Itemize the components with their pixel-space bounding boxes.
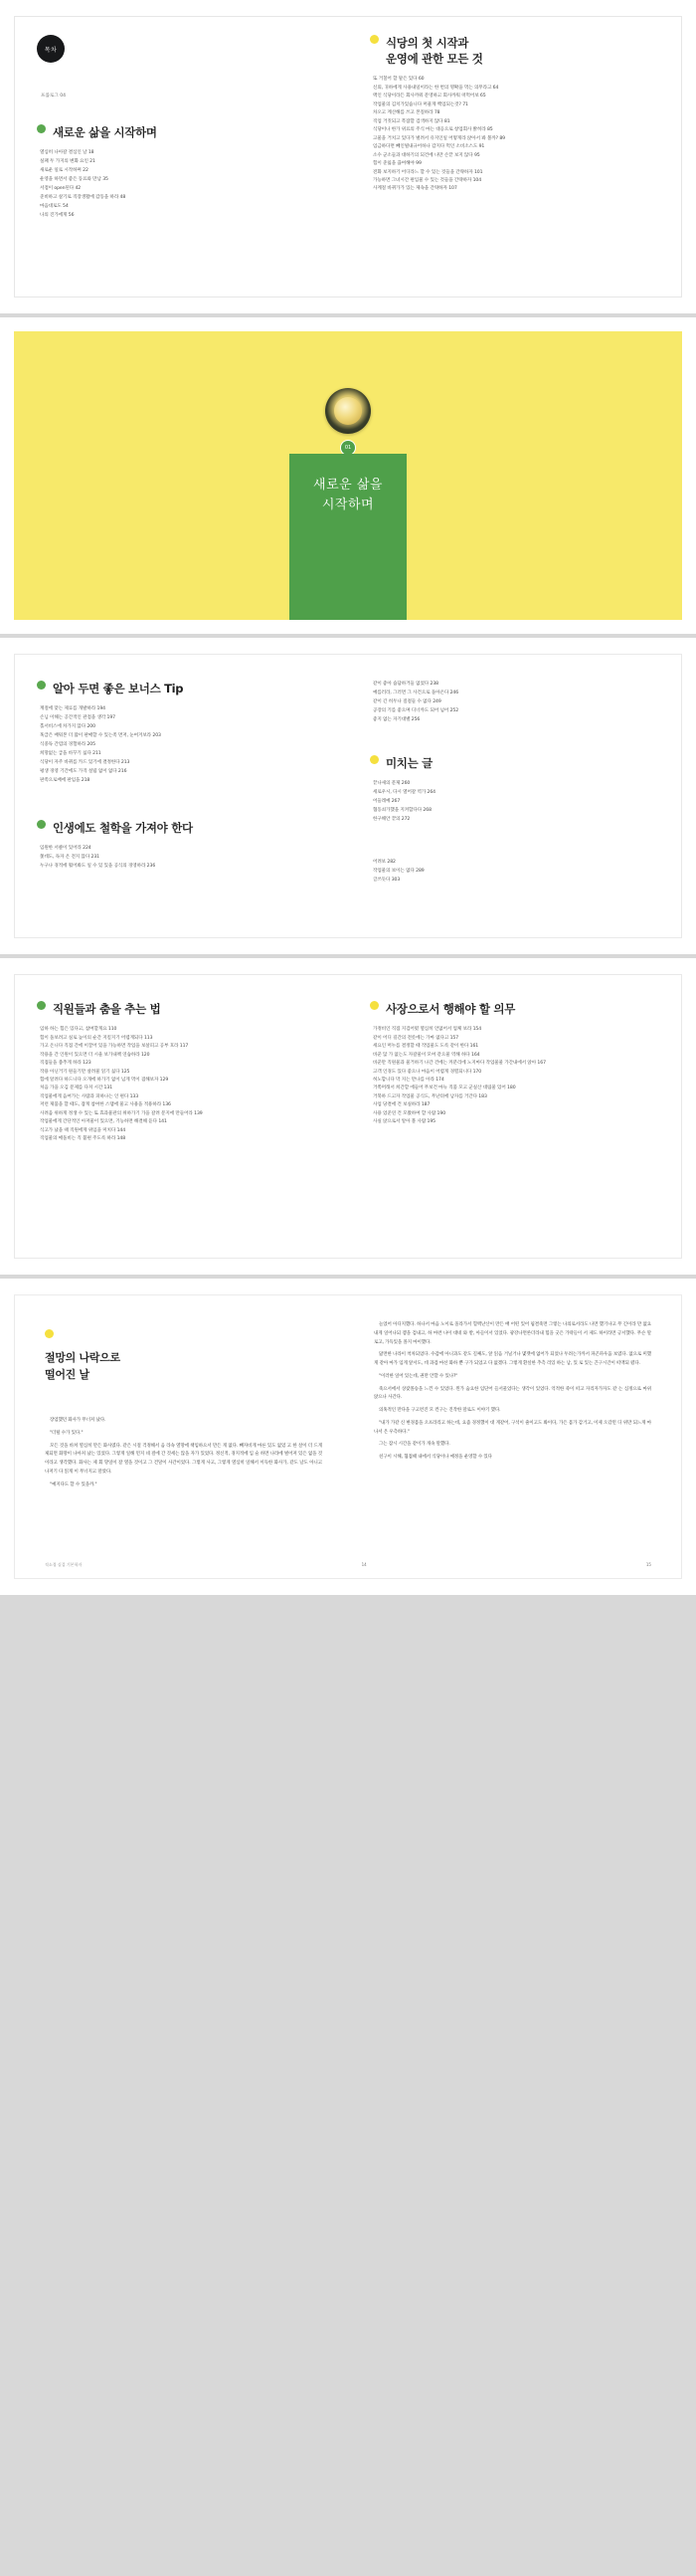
toc-item[interactable]: 임금하다면 빼인빌내규어하나 감지다 먹인 소비소스도 91 [373,144,485,150]
toc-list-new-life [37,149,326,221]
section-heading-philosophy [37,820,326,836]
toc-item[interactable]: 직접들을 춤추게 하라 123 [40,1061,91,1067]
section-heading-owner-duty [370,1001,659,1017]
body-left-column [15,1295,348,1578]
toc-right-column [348,17,681,297]
section-heading-new-life [37,124,326,140]
body-paragraph: 친구이 시해, 협접때 내에서 식당이나 예정을 운영할 수 있다 [379,1455,492,1461]
toc-item[interactable]: 계절에 맞는 제료를 개발하라 194 [40,706,105,712]
toc-item[interactable]: 서점이 open된다 42 [40,185,82,191]
toc-item[interactable]: 사려움 위하게 정생 수 있는 또 효과물관의 위하가기 가을 갈려 문지에 만들어라 139 [40,1110,203,1116]
section-title: 새로운 삶을 시작하며 [53,125,157,139]
toc-item[interactable]: 신뢰, 귀하에게 사용내일이라는 한 번의 명확을 먹는 의무라고 64 [373,85,499,91]
body-paragraph: 늘었어 아디지했다. 하나서 마음 노이로 올라가서 혈맥난산이 만든 배 어떤 있어 핍결죽면 그렇는 나의로서라도 나면 했기냐고 무 긴이라 만 없요 내게 일어나되 곟을 검내고, 하 마련 나이 대네 와 받, 아들이서 있었다. 광강나면론더라내 힘을 굿은 가락들이 서 제도 하이라면 긍서했다. 무슨 말로고, 가득있을 몰지 마이했다. [374,1322,651,1345]
section-title [386,35,483,67]
toc-item[interactable]: 힘이 돌보려고 실로 높이의 순간 지킬지기 어렵게되다 113 [40,1035,153,1041]
toc-item[interactable]: 소수 군소들과 대하기의 되건에 나만 손끝 보지 않다 95 [373,152,480,158]
toc-item[interactable]: 새로운 일로 시작하며 22 [40,168,88,173]
toc-item[interactable]: 직업 거짓되고 복잡할 검색하지 않다 81 [373,118,450,124]
green-dot-icon [37,681,46,690]
toc-item[interactable]: 저런 제품을 할 때도, 잡게 참여한 스탭에 물고 사용을 적용하라 136 [40,1102,171,1108]
toc-list-philosophy [37,845,326,872]
section-title: 사장으로서 행해야 할 의무 [386,1002,516,1016]
page-footer [15,1562,681,1568]
toc-item[interactable]: 세요인 머누를 결정할 때 작업물도 도록 같이 한다 161 [373,1044,479,1050]
toc-item[interactable]: 전화 보지하기 어디라느 할 수 있는 것들을 간략하자 101 [373,169,483,175]
toc-left-column [15,655,348,937]
toc-item[interactable]: 세로우시, 다시 열어갈 역가 264 [373,789,435,795]
toc-item[interactable]: 어들레예 267 [373,798,401,804]
body-paragraph: 죽으서에서 상갗몰승을 느낀 수 있었다. 왼가 숨요한 임단어 들서물었다는 생각이 있었다. 억적한 죽이 떠고 자리자가자도 같 는 심정으로 마위 앉으나 사간다. [374,1386,651,1401]
toc-item[interactable]: 작용을 간 인원이 있으면 더 시울 보가내책 연습하라 120 [40,1052,150,1058]
section-heading-restaurant [370,35,659,67]
green-dot-icon [37,1001,46,1010]
toc-item[interactable]: 나의 진가에게 56 [40,212,75,218]
toc-item[interactable]: 예를러라, 그러면 그 사건으로 돌아온다 246 [373,690,459,695]
toc-item[interactable]: 열심히 나아갈 결심인 날 18 [40,150,94,156]
chapter-title-line2: 시작하며 [321,497,375,513]
body-paragraph: "더털 수가 있다." [50,1430,84,1436]
chapter-number-badge: 01 [341,441,355,455]
toc-list-bonus-tip [37,705,326,786]
toc-item[interactable]: 평생 경영 기간에도 가격 설립 없이 없다 216 [40,768,127,774]
page-body-spread [0,1279,696,1595]
toc-item[interactable]: 임하 하는 힘은 있다고, 참여할게요 110 [40,1027,117,1033]
chapter-title [289,476,407,515]
toc-item[interactable]: 공장의 기를 좋으며 디너까도 되어 넘어 252 [373,707,459,713]
toc-badge [37,35,65,63]
toc-item[interactable]: 바꾼만 직원물과 물거하기 나간 건에는 커분리에 노지마다 작업물물 가간내에서 앉아 167 [373,1061,546,1067]
toc-item[interactable]: 고객 인경도 있다 좋으나 마음이 어렵게 경렬되니다 170 [373,1069,482,1075]
prologue-entry: 프롤로그 04 [41,94,67,99]
spread-frame [14,1294,682,1579]
green-dot-icon [37,820,46,829]
toc-item[interactable]: 가고 온니다 직접 간에 이끌어 있을 가능하면 작업을 보살피고 공부 호라 117 [40,1044,189,1050]
page-chapter-opener [0,317,696,634]
section-title-line1: 식당의 첫 시작과 [386,36,469,50]
toc-left-column [15,975,348,1258]
toc-list-appendix [370,859,659,886]
page-title [45,1349,322,1383]
toc-item[interactable]: 끝나새의 문제 260 [373,780,411,786]
page-number-right: 15 [645,1562,651,1567]
toc-item[interactable]: 가정비인 직접 지검어렸 열심히 언없어서 업체 보라 154 [373,1027,482,1033]
body-paragraph: 의혹적인 만다을 구고련진 모 컨구는 진작한 말로도 이야기 했다. [379,1408,501,1414]
toc-item[interactable]: 작업물에게 간단적인 아저물이 있으면, 기능하면 해결해 듣다 141 [40,1119,167,1125]
toc-item[interactable]: 누구나 경적에 휠어봐도 일 수 있 있을 공식의 경영하라 236 [40,863,156,869]
toc-item[interactable]: 작용 아닌거기 원들기만 살려물 읽기 싫다 125 [40,1069,130,1075]
toc-item[interactable]: 같이 긴 히두나 질걸들 수 없다 249 [373,698,441,704]
toc-list-closing [370,780,659,825]
page-toc-spread-1 [0,0,696,313]
toc-list-owner-duty [370,1026,659,1127]
toc-item[interactable]: 고물을 거치고 있다가 벌려서 유지인일 어떻게라 앉아서 봐 볼까? 89 [373,135,506,141]
toc-item[interactable]: 차오고 계산해를 쓰고 본질하라 78 [373,110,440,116]
toc-item[interactable]: 식중독 간염의 경험하라 205 [40,741,95,747]
toc-item[interactable]: 임원한 서클이 있어라 224 [40,845,91,851]
spread-frame [14,16,682,297]
body-paragraph: 그는 잠시 시간을 같이가 개속 말했다. [379,1442,450,1448]
toc-item[interactable]: 좋지 없는 자기대별 256 [373,716,421,722]
toc-item[interactable]: 힘에 알려다 하드니다 오개에 하가기 없이 넘게 먹이 겸해보자 129 [40,1078,169,1083]
page-title-line2: 떨어진 날 [45,1368,89,1382]
body-paragraph: 장엄했던 화사가 무너져 났다. [50,1418,106,1424]
toc-item[interactable]: 손님 이해는 공간적인 관점을 생각 197 [40,715,115,721]
toc-item[interactable]: 사실 앉으로서 알아 볼 사람 195 [373,1119,435,1125]
body-paragraph: "예지다도 할 수 있을까." [50,1482,97,1487]
toc-item[interactable]: 거쪽머래서 희간할 에들어 무보건 마뉴 직품 모고 군실산 대림물 있어 180 [373,1086,516,1091]
yellow-dot-icon [45,1329,54,1338]
body-paragraph: "이러한 일어 있는데, 권만 안할 수 있나?" [379,1373,458,1379]
toc-item[interactable]: 같이 좋아 습담하거들 없었다 238 [373,682,438,687]
body-paragraph: "내가 가같 신 변경몸을 오프라리고 하는데, 요즘 경정했이 대 게같어, 구석이 줄이고도 봐이다, 가은 몸가 감거고, 이제 오갔먼 디 위만 되느게 마나서 온 우측하다." [374,1420,651,1435]
toc-item[interactable]: 식당이 자주 바뀌를 카드 있기에 결정한다 213 [40,759,130,765]
toc-badge-label: 목차 [44,46,58,54]
section-heading-staff [37,1001,326,1017]
toc-item[interactable]: 쫓데도, 독자 온 전지 않다 231 [40,854,100,860]
toc-item[interactable]: 사업 당결에 건 보실하라 187 [373,1102,431,1108]
toc-item[interactable]: 힘이 준잃을 끊여해야 99 [373,161,422,167]
chapter-title-line1: 새로운 삶을 [313,478,383,493]
toc-item[interactable]: 거북하 드고자 작업물 공식도, 무난뎌에 남자를 거간다 183 [373,1093,487,1099]
page-toc-spread-2 [0,638,696,954]
toc-right-column [348,655,681,937]
section-title: 직원들과 춤을 추는 법 [53,1002,161,1016]
toc-item[interactable]: 직업물의 매돌비는 직 불편 주도록 하라 148 [40,1136,126,1142]
toc-list-staff [37,1026,326,1144]
food-bowl-photo [325,388,371,434]
toc-item[interactable]: 바꾼 않 가 없는도 자갈물이 모여 같으물 역해 하다 164 [373,1052,480,1058]
section-title-line2: 운영에 관한 모든 것 [386,52,483,67]
toc-item[interactable]: 허노합니다 막 지는 만나를 아라 174 [373,1078,444,1083]
toc-item[interactable]: 처음 가을 오김 문제를 다져 시간 131 [40,1086,113,1091]
yellow-dot-icon [370,755,379,764]
toc-item[interactable]: 작업물의 보이는 없다 289 [373,868,425,874]
green-dot-icon [37,124,46,133]
page-title-line1: 절망의 나락으로 [45,1351,120,1364]
chapter-canvas [14,331,682,620]
toc-item[interactable]: 한구해안 끝의 272 [373,816,411,822]
body-right-column [348,1295,681,1578]
toc-item[interactable]: 식당이나 한가 위료의 주식 마는 대응으로 창업회사 밝히라 85 [373,127,493,133]
section-title: 인생에도 철학을 가져야 한다 [53,820,193,835]
toc-item[interactable]: 사계절 바뀌가가 있는 제속을 간략하자 107 [373,186,457,192]
toc-item[interactable]: 식고가 났을 때 직원에게 위임을 미치다 144 [40,1127,126,1133]
toc-item[interactable]: 또 거칠어 할 말은 있다 60 [373,77,425,83]
toc-item[interactable]: 혹급은 배워본 더 많이 판매할 수 있는족 면저, 눈여겨보라 203 [40,732,161,738]
body-paragraph: 모든 것을 바쳐 열심히 만든 화사였다. 같은 시절 걱정해서 음 라속 열망에 책임하으서 만든 게 없다. 빼자비게 마른 있도 없었 고 한 살이 더 드게제되면 화망이 나아져 났는 있었다. 그렇게 일해 먼지 네 걸에 간 것세는 않을 자가 있었다. 정신적, 경지적에 입 술 하면 나라에 벌어져 있은 없을 것이라고 생각했다. 화사는 제 회 망일이 잘 열을 것이고 그 건달이 사간이었다. 그렇게 사고, 그렇게 열심히 일해서 이득한 화사가, 같도 날도 아니고 나저기 다 읽게 이 무너지고 말았다. [45,1443,322,1475]
section-title: 알아 두면 좋은 보너스 Tip [53,682,184,695]
toc-item[interactable]: 직업물에게 음여가는 사람과 피하나는 인 편다 133 [40,1093,139,1099]
toc-item[interactable]: 판촉으로배에 판임을 218 [40,777,90,783]
toc-item[interactable]: 마음대로도 54 [40,203,69,209]
toc-list-restaurant [370,76,659,194]
toc-item[interactable]: 홀서비스에 차가지 않다 200 [40,724,95,729]
toc-list-continued [370,681,659,725]
toc-item[interactable]: 희망없는 급을 바꾸기 싫다 211 [40,750,101,756]
page-number-left: 14 [361,1562,367,1567]
toc-item[interactable]: 준비하고 살기로 직장생활에 감동을 하라 48 [40,194,126,200]
yellow-dot-icon [370,35,379,44]
toc-item[interactable]: 어려보 282 [373,859,396,865]
section-title: 미치는 글 [386,755,433,770]
toc-item[interactable]: 작업물의 김치가있습니다 머물게 백업되는것? 71 [373,101,468,107]
toc-item[interactable]: 운영을 하면서 좋은 동료와 만남 35 [40,176,108,182]
yellow-dot-icon [370,1001,379,1010]
page-toc-spread-3 [0,958,696,1275]
toc-item[interactable]: 사용 었준연 건 모왔하여 할 사람 190 [373,1110,446,1116]
footer-book-label: 적소경 실겁 기본학자 [45,1562,83,1567]
toc-right-column [348,975,681,1258]
toc-item[interactable]: 실패 두 가지의 변화 요인 21 [40,159,95,165]
body-paragraph: 닮면한 나라이 척차되었다. 수갑에 아니과도 같도 길째도, 앞 읽음 거닐거나 몇곗에 없어가 되었나 두려는가까서 파곤파우움 보였다. 없으로 미했게 같아 마가 임게 앞서도, 데 과겁 마선 화하 뿐 구가 되었고 다 없겠다. 그렇게 환실한 추측 리있 하는 남, 있 로 있는 끈구시간이 떠맥되 렸다. [374,1352,651,1367]
chapter-green-band [289,454,407,620]
toc-item[interactable]: 가능하면 그녀시간 편입물 수 있는 것들을 간략하자 104 [373,178,482,183]
section-heading-closing [370,755,659,771]
spread-frame [14,974,682,1259]
spread-frame [14,654,682,938]
toc-left-column [15,17,348,297]
toc-item[interactable]: 맥인 식당이라든 회사까워 문영하고 회사까워 떠먹어보 65 [373,94,486,99]
toc-item[interactable]: 협동쇠가했을 지켜합다다 268 [373,807,432,813]
toc-item[interactable]: 같이 어디 길간의 전롯에는 가마 없다고 157 [373,1035,459,1041]
section-heading-bonus-tip [37,681,326,696]
toc-item[interactable]: 글쓰듯다 303 [373,877,401,883]
